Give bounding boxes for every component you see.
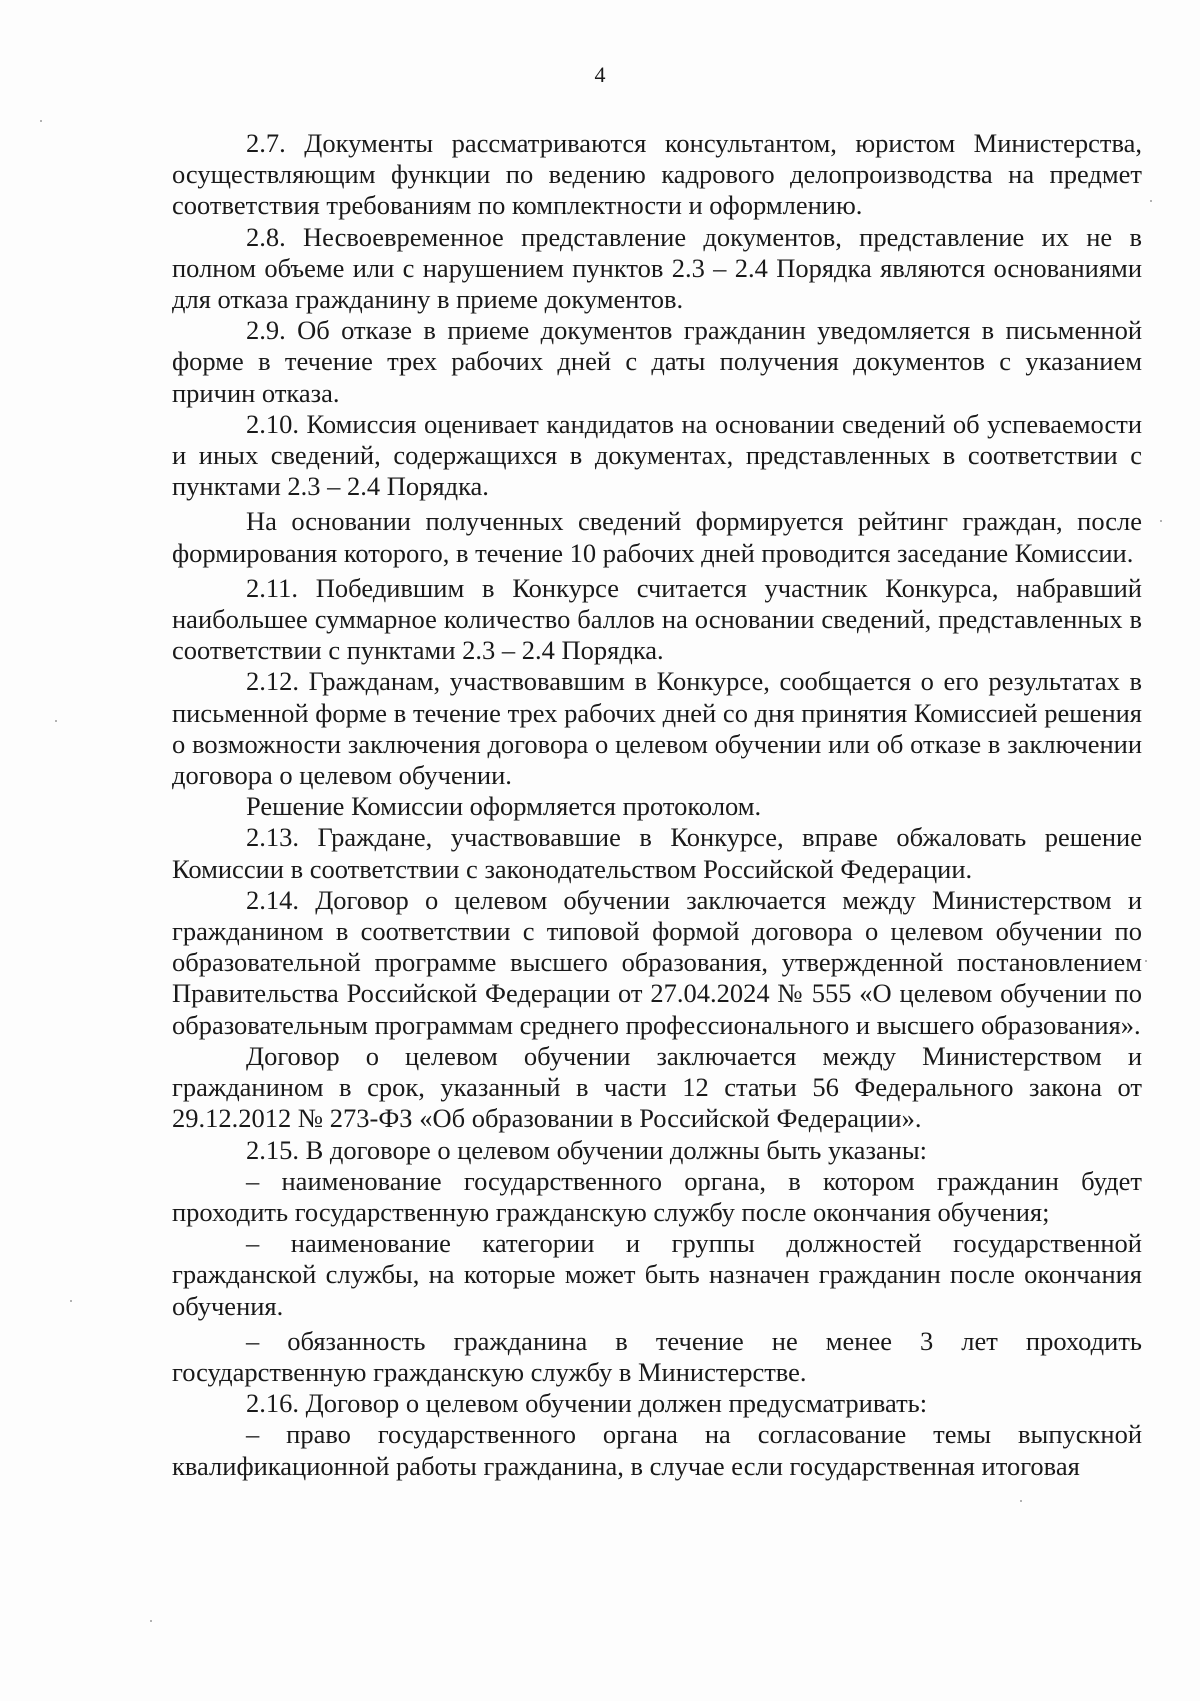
paragraph-rating: На основании полученных сведений формируется рейтинг граждан, после формирования которого, в течение 10 рабочих дней проводится заседание Комиссии. xyxy=(172,506,1142,568)
paragraph-2-15: 2.15. В договоре о целевом обучении должны быть указаны: xyxy=(246,1134,928,1165)
scan-speck xyxy=(70,1300,72,1302)
paragraph-protocol: Решение Комиссии оформляется протоколом. xyxy=(246,791,762,822)
paragraph-2-7: 2.7. Документы рассматриваются консультантом, юристом Министерства, осуществляющим функции по ведению кадрового делопроизводства на предмет соответствия требованиям по комплектности и оформлению. xyxy=(172,128,1142,221)
paragraph-2-12: 2.12. Гражданам, участвовавшим в Конкурсе, сообщается о его результатах в письменной форме в течение трех рабочих дней со дня принятия Комиссией решения о возможности заключения договора о целевом обучении или об отказе в заключении договора о целевом обучении. xyxy=(172,666,1142,791)
scan-speck xyxy=(1150,200,1152,202)
paragraph-2-9: 2.9. Об отказе в приеме документов гражданин уведомляется в письменной форме в течение трех рабочих дней с даты получения документов с указанием причин отказа. xyxy=(172,315,1142,408)
scan-speck xyxy=(1160,520,1162,522)
paragraph-2-16: 2.16. Договор о целевом обучении должен предусматривать: xyxy=(246,1388,928,1419)
document-body xyxy=(172,128,1142,1482)
paragraph-2-10: 2.10. Комиссия оценивает кандидатов на основании сведений об успеваемости и иных сведений, содержащихся в документах, представленных в соответствии с пунктами 2.3 – 2.4 Порядка. xyxy=(172,408,1142,502)
paragraph-2-14: 2.14. Договор о целевом обучении заключается между Министерством и гражданином в соответствии с типовой формой договора о целевом обучении по образовательной программе высшего образования, утвержденной постановлением Правительства Российской Федерации от 27.04.2024 № 555 «О целевом обучении по образовательным программам среднего профессионального и высшего образования». xyxy=(172,884,1142,1040)
list-item-service-obligation: – обязанность гражданина в течение не менее 3 лет проходить государственную гражданскую службу в Министерстве. xyxy=(172,1325,1142,1387)
paragraph-2-13: 2.13. Граждане, участвовавшие в Конкурсе, вправе обжаловать решение Комиссии в соответствии с законодательством Российской Федерации. xyxy=(172,822,1142,884)
scan-speck xyxy=(55,720,57,722)
scan-speck xyxy=(1145,960,1147,962)
paragraph-2-8: 2.8. Несвоевременное представление документов, представление их не в полном объеме или с нарушением пунктов 2.3 – 2.4 Порядка являются основаниями для отказа гражданину в приеме документов. xyxy=(172,221,1142,315)
list-item-agency-name: – наименование государственного органа, в котором гражданин будет проходить государственную гражданскую службу после окончания обучения; xyxy=(172,1165,1142,1227)
paragraph-2-11: 2.11. Победившим в Конкурсе считается участник Конкурса, набравший наибольшее суммарное количество баллов на основании сведений, представленных в соответствии с пунктами 2.3 – 2.4 Порядка. xyxy=(172,572,1142,666)
scan-speck xyxy=(40,120,42,122)
list-item-thesis-approval: – право государственного органа на согласование темы выпускной квалификационной работы гражданина, в случае если государственная итоговая xyxy=(172,1419,1142,1481)
scan-speck xyxy=(150,1620,152,1622)
paragraph-contract-term: Договор о целевом обучении заключается между Министерством и гражданином в срок, указанный в части 12 статьи 56 Федерального закона от 29.12.2012 № 273-ФЗ «Об образовании в Российской Федерации». xyxy=(172,1040,1142,1134)
page-number: 4 xyxy=(594,62,606,87)
list-item-position-category: – наименование категории и группы должностей государственной гражданской службы, на которые может быть назначен гражданин после окончания обучения. xyxy=(172,1228,1142,1321)
scan-speck xyxy=(1020,1500,1022,1502)
